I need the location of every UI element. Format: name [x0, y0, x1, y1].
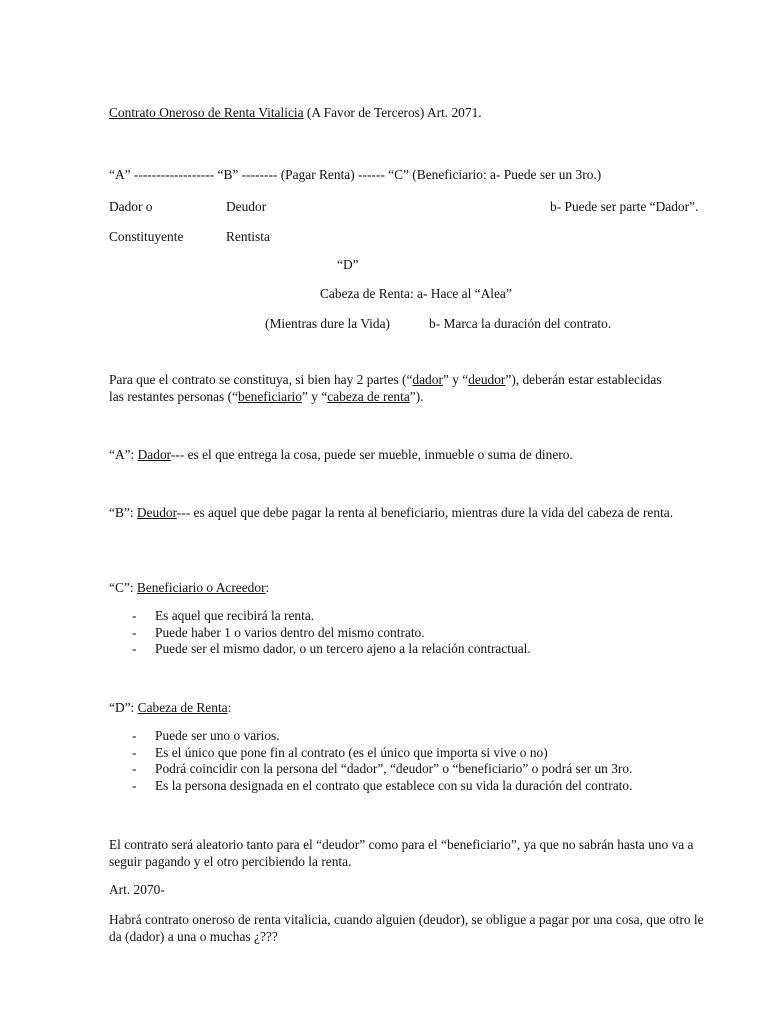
section-a-text: --- es el que entrega la cosa, puede ser mueble, inmueble o suma de dinero. [170, 447, 573, 462]
diagram-cabeza-de-renta: Cabeza de Renta: a- Hace al “Alea” [320, 286, 512, 301]
list-item: - Es el único que pone fin al contrato (es el único que importa si vive o no) [109, 745, 729, 762]
section-c-suffix: : [265, 580, 270, 595]
list-item: - Puede ser uno o varios. [109, 728, 729, 745]
diagram-marca-duracion: b- Marca la duración del contrato. [429, 316, 612, 331]
section-a-label: Dador [137, 447, 171, 462]
list-item: - Podrá coincidir con la persona del “dador”, “deudor” o “beneficiario” o podrá ser un 3ro. [109, 761, 729, 778]
section-d-heading [109, 699, 231, 716]
section-b-label: Deudor [136, 505, 177, 520]
diagram-beneficiario-b: b- Puede ser parte “Dador”. [550, 199, 699, 214]
section-d-prefix: “D”: [109, 700, 138, 715]
title-rest: (A Favor de Terceros) Art. 2071. [303, 105, 482, 120]
list-item: - Puede ser el mismo dador, o un tercero ajeno a la relación contractual. [109, 641, 729, 658]
intro-dador: dador [412, 372, 443, 387]
diagram-rentista-label: Rentista [226, 229, 270, 244]
intro-text-5: ”). [409, 388, 424, 404]
section-c-label: Beneficiario o Acreedor [136, 580, 266, 595]
art-2070-heading: Art. 2070- [109, 882, 165, 897]
diagram-row-main: “A” ------------------ “B” -------- (Pagar Renta) ------ “C” (Beneficiario: a- Puede ser un 3ro.) [109, 167, 602, 182]
intro-cabeza-de-renta: cabeza de renta [327, 388, 410, 404]
list-item: - Es aquel que recibirá la renta. [109, 608, 729, 625]
intro-paragraph [109, 372, 679, 405]
section-c-list [109, 608, 729, 658]
intro-text-3: ”), deberán estar establecidas las restantes personas (“ [109, 372, 662, 404]
section-c-heading [109, 579, 269, 596]
section-d-list [109, 728, 729, 794]
section-d-label: Cabeza de Renta [137, 700, 228, 715]
diagram-mientras-dure-la-vida: (Mientras dure la Vida) [265, 316, 391, 331]
diagram-deudor-label: Deudor [226, 199, 267, 214]
section-b-text: --- es aquel que debe pagar la renta al beneficiario, mientras dure la vida del cabeza de renta. [176, 505, 674, 520]
list-item: - Puede haber 1 o varios dentro del mismo contrato. [109, 625, 729, 642]
section-a-prefix: “A”: [109, 447, 138, 462]
section-b [109, 505, 727, 522]
intro-text-1: Para que el contrato se constituya, si bien hay 2 partes (“ [109, 372, 413, 387]
intro-beneficiario: beneficiario [238, 388, 302, 404]
diagram-constituyente-label: Constituyente [109, 229, 184, 244]
section-c-prefix: “C”: [109, 580, 137, 595]
aleatorio-paragraph: El contrato será aleatorio tanto para el “deudor” como para el “beneficiario”, ya que no sabrán hasta uno va a seguir pagando y el otro percibiendo la renta. [109, 837, 694, 869]
list-item: - Es la persona designada en el contrato que establece con su vida la duración del contrato. [109, 778, 729, 795]
section-b-prefix: “B”: [109, 505, 137, 520]
section-d-suffix: : [227, 700, 232, 715]
intro-deudor: deudor [468, 372, 506, 387]
diagram-dador-label: Dador o [109, 199, 153, 214]
definicion-paragraph: Habrá contrato oneroso de renta vitalicia, cuando alguien (deudor), se obligue a pagar por una cosa, que otro le da (dador) a una o muchas ¿??? [109, 912, 704, 944]
intro-text-2: ” y “ [442, 372, 469, 387]
intro-text-4: ” y “ [301, 388, 328, 404]
diagram-d-label: “D” [337, 257, 359, 272]
document-title [109, 104, 482, 121]
section-a [109, 446, 573, 463]
title-underlined: Contrato Oneroso de Renta Vitalicia [109, 105, 304, 120]
